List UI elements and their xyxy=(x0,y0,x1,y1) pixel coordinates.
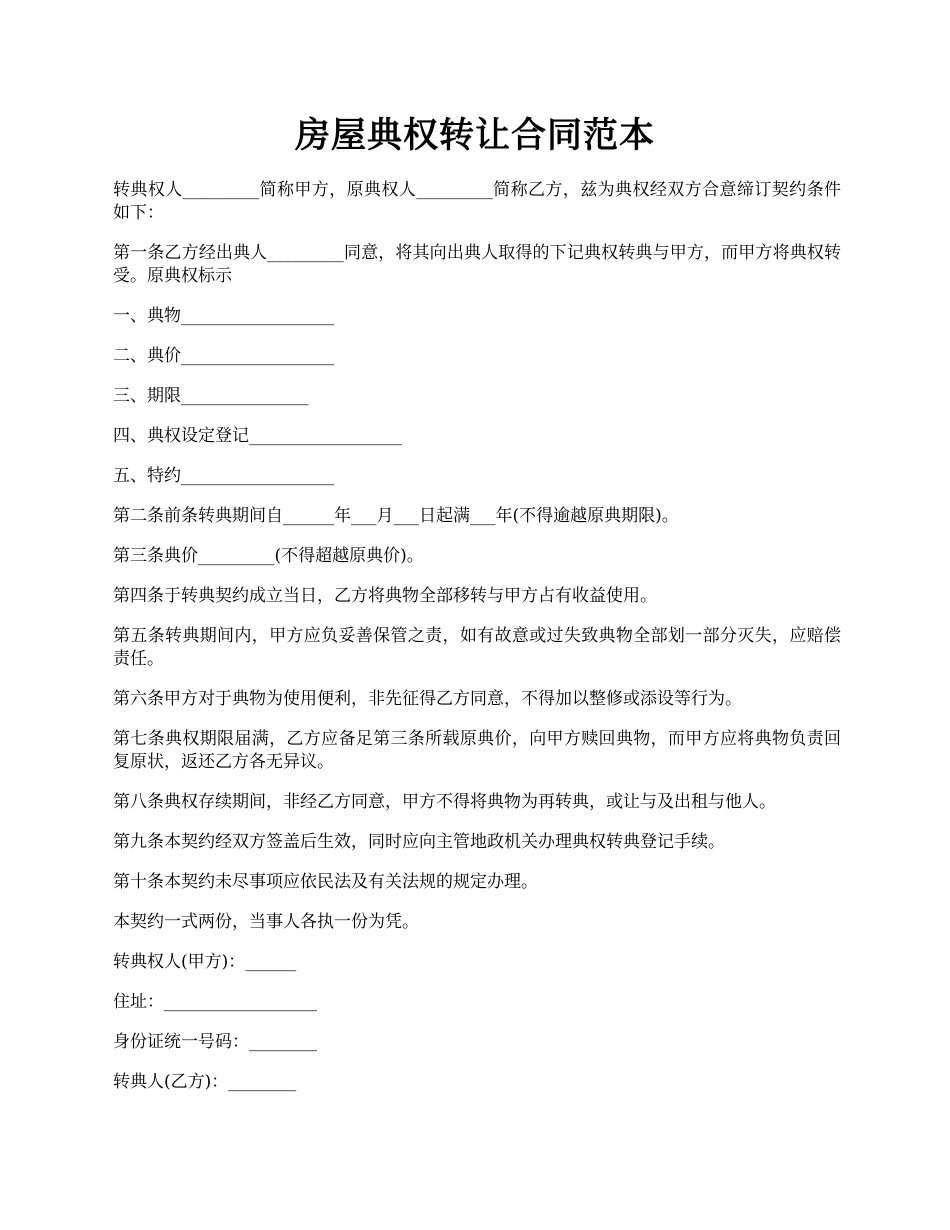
paragraph-item-pledged-property: 一、典物__________________ xyxy=(113,306,334,326)
paragraph-article-6: 第六条甲方对于典物为使用便利，非先征得乙方同意，不得加以整修或添设等行为。 xyxy=(113,689,742,709)
paragraph-article-10: 第十条本契约未尽事项应依民法及有关法规的规定办理。 xyxy=(113,872,538,892)
paragraph-item-registration: 四、典权设定登记__________________ xyxy=(113,426,402,446)
signature-id-number: 身份证统一号码：________ xyxy=(113,1032,317,1052)
paragraph-article-8: 第八条典权存续期间，非经乙方同意，甲方不得将典物为再转典，或让与及出租与他人。 xyxy=(113,792,776,812)
document-body xyxy=(113,179,841,1111)
signature-party-a: 转典权人(甲方)：______ xyxy=(113,952,297,972)
document-title: 房屋典权转让合同范本 xyxy=(294,115,655,156)
paragraph-copies: 本契约一式两份，当事人各执一份为凭。 xyxy=(113,912,419,932)
paragraph-article-1: 第一条乙方经出典人_________同意，将其向出典人取得的下记典权转典与甲方，而甲方将典权转受。原典权标示 xyxy=(113,243,841,286)
paragraph-item-pledge-price: 二、典价__________________ xyxy=(113,346,334,366)
paragraph-item-special-terms: 五、特约__________________ xyxy=(113,466,334,486)
paragraph-article-2: 第二条前条转典期间自______年___月___日起满___年(不得逾越原典期限)。 xyxy=(113,506,679,526)
paragraph-article-3: 第三条典价_________(不得超越原典价)。 xyxy=(113,546,424,566)
paragraph-article-5: 第五条转典期间内，甲方应负妥善保管之责，如有故意或过失致典物全部划一部分灭失，应赔偿责任。 xyxy=(113,626,841,669)
paragraph-item-term: 三、期限_______________ xyxy=(113,386,309,406)
paragraph-article-7: 第七条典权期限届满，乙方应备足第三条所载原典价，向甲方赎回典物，而甲方应将典物负责回复原状，返还乙方各无异议。 xyxy=(113,729,841,772)
signature-party-b: 转典人(乙方)：________ xyxy=(113,1072,297,1092)
paragraph-intro: 转典权人_________简称甲方，原典权人_________简称乙方，兹为典权经双方合意缔订契约条件如下： xyxy=(113,180,841,223)
signature-address: 住址：__________________ xyxy=(113,992,317,1012)
paragraph-article-9: 第九条本契约经双方签盖后生效，同时应向主管地政机关办理典权转典登记手续。 xyxy=(113,832,725,852)
paragraph-article-4: 第四条于转典契约成立当日，乙方将典物全部移转与甲方占有收益使用。 xyxy=(113,586,657,606)
